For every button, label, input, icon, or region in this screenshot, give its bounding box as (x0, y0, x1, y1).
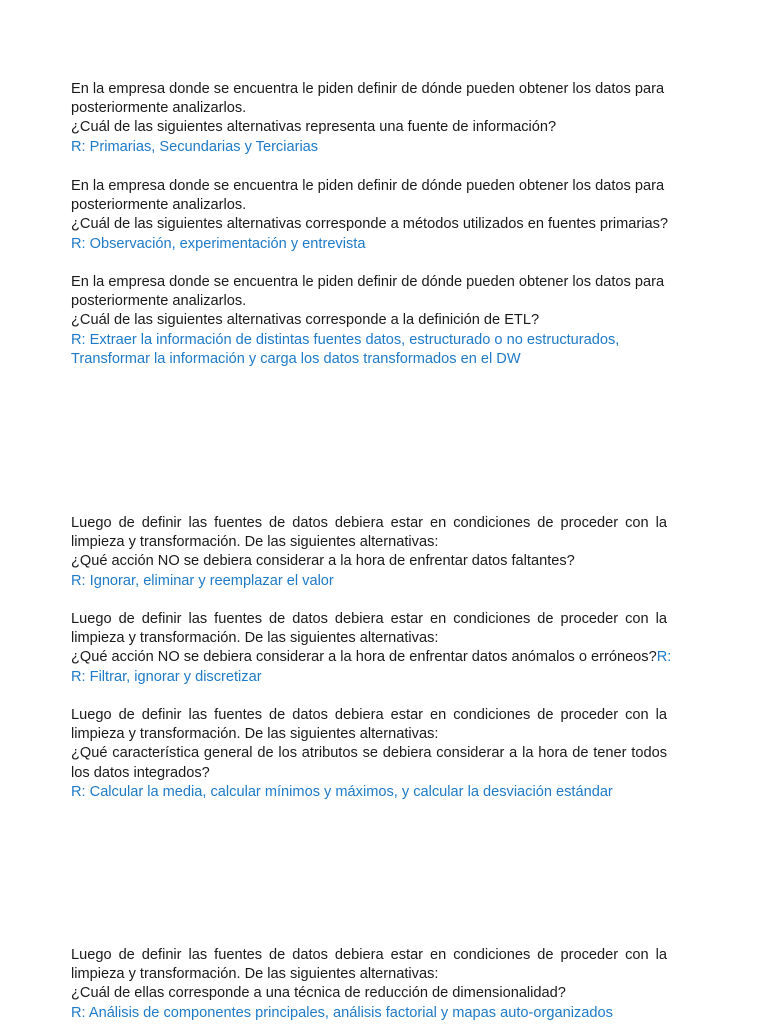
answer-text: R: Análisis de componentes principales, análisis factorial y mapas auto-organizados (71, 1004, 613, 1021)
answer-text: R: Extraer la información de distintas fuentes datos, estructurado o no estructurados, (71, 331, 620, 348)
answer-text: R: Observación, experimentación y entrevista (71, 235, 366, 252)
question-prompt: ¿Cuál de las siguientes alternativas corresponde a la definición de ETL? (71, 312, 540, 329)
question-text-line: En la empresa donde se encuentra le piden definir de dónde pueden obtener los datos para (71, 178, 665, 194)
question-block-7 (71, 946, 667, 1023)
question-block-3 (71, 273, 667, 369)
answer-text: Transformar la información y carga los datos transformados en el DW (71, 350, 521, 367)
question-text-line: Luego de definir las fuentes de datos debiera estar en condiciones de proceder con la (71, 947, 667, 963)
question-text-line: posteriormente analizarlos. (71, 197, 247, 214)
question-text-line: limpieza y transformación. De las siguientes alternativas: (71, 966, 439, 983)
question-prompt: ¿Cuál de las siguientes alternativas corresponde a métodos utilizados en fuentes primarias? (71, 216, 669, 233)
question-text-line: En la empresa donde se encuentra le piden definir de dónde pueden obtener los datos para (71, 274, 665, 290)
question-text-line: Luego de definir las fuentes de datos debiera estar en condiciones de proceder con la (71, 515, 667, 531)
question-text-line: Luego de definir las fuentes de datos debiera estar en condiciones de proceder con la (71, 611, 667, 627)
question-block-5 (71, 610, 672, 687)
answer-text: R: Filtrar, ignorar y discretizar (71, 668, 262, 685)
question-prompt: ¿Qué acción NO se debiera considerar a la hora de enfrentar datos anómalos o erróneos? (71, 649, 657, 666)
answer-text: R: Calcular la media, calcular mínimos y máximos, y calcular la desviación estándar (71, 783, 613, 800)
question-prompt: ¿Cuál de las siguientes alternativas representa una fuente de información? (71, 119, 557, 136)
question-block-6 (71, 706, 667, 802)
question-prompt-row (71, 648, 672, 667)
question-text-line: limpieza y transformación. De las siguientes alternativas: (71, 534, 439, 551)
answer-text: R: Ignorar, eliminar y reemplazar el valor (71, 572, 334, 589)
answer-text: R: Primarias, Secundarias y Terciarias (71, 138, 319, 155)
question-text-line: En la empresa donde se encuentra le piden definir de dónde pueden obtener los datos para (71, 81, 665, 97)
question-text-line: posteriormente analizarlos. (71, 293, 247, 310)
question-block-4 (71, 514, 667, 591)
question-prompt: ¿Qué acción NO se debiera considerar a la hora de enfrentar datos faltantes? (71, 553, 575, 570)
question-prompt: los datos integrados? (71, 764, 210, 781)
question-text-line: Luego de definir las fuentes de datos debiera estar en condiciones de proceder con la (71, 707, 667, 723)
question-text-line: limpieza y transformación. De las siguientes alternativas: (71, 726, 439, 743)
question-text-line: posteriormente analizarlos. (71, 100, 247, 117)
question-text-line: limpieza y transformación. De las siguientes alternativas: (71, 630, 439, 647)
inline-answer-prefix: R: (656, 649, 672, 666)
question-block-1 (71, 80, 667, 157)
question-prompt: ¿Qué característica general de los atributos se debiera considerar a la hora de tener todos (71, 745, 667, 762)
question-block-2 (71, 177, 667, 254)
question-prompt: ¿Cuál de ellas corresponde a una técnica de reducción de dimensionalidad? (71, 985, 566, 1002)
